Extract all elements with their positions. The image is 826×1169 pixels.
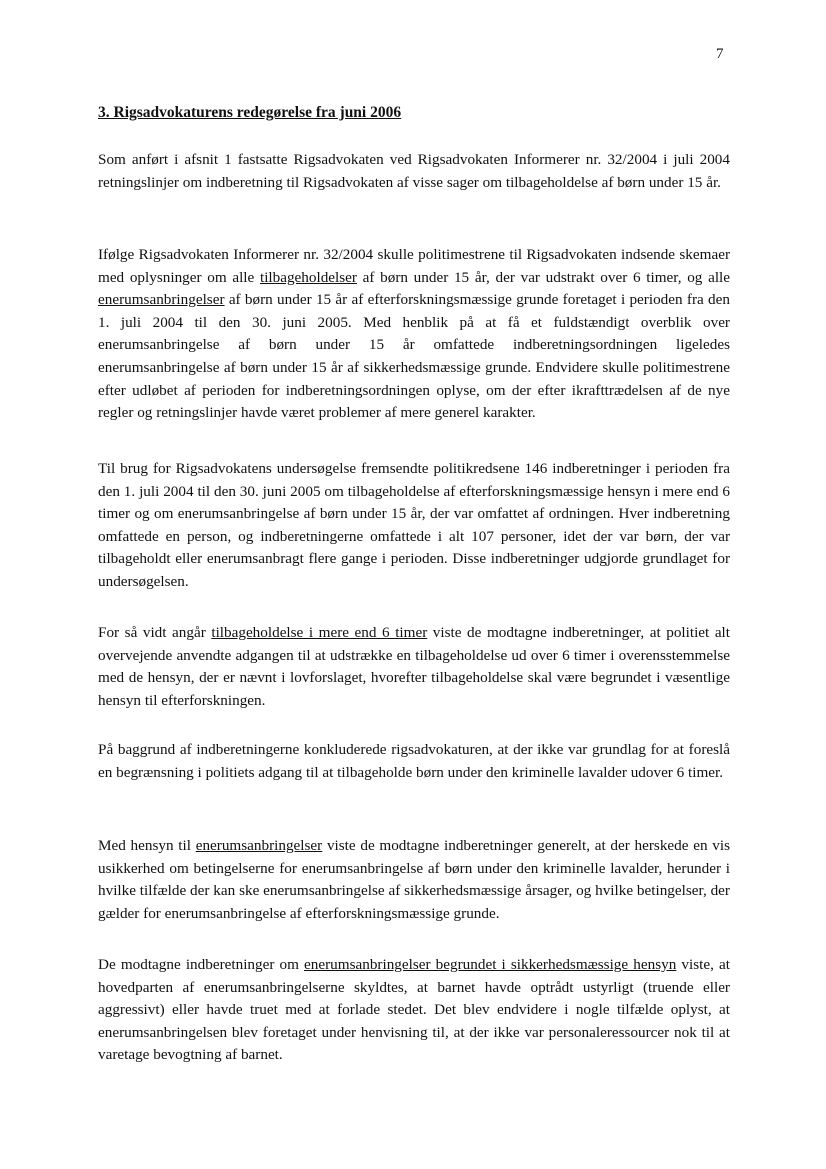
paragraph-5: På baggrund af indberetningerne konkluderede rigsadvokaturen, at der ikke var grundlag for at foreslå en begrænsning i politiets adgang til at tilbageholde børn under den kriminelle lavalder udover 6 timer. bbox=[98, 741, 730, 781]
paragraph-4-text-a: For så vidt angår bbox=[98, 624, 212, 641]
paragraph-6-text-a: Med hensyn til bbox=[98, 837, 196, 854]
paragraph-7-text-b: viste, at hovedparten af enerumsanbringelserne skyldtes, at barnet havde optrådt ustyrligt (truende eller aggressivt) eller havde truet med at forlade stedet. Det blev endvidere i nogle tilfælde oplyst, at enerumsanbringelsen blev foretaget under henvisning til, at der ikke var personaleressourcer nok til at varetage bevogtning af barnet. bbox=[98, 956, 730, 1064]
page-number: 7 bbox=[716, 46, 724, 62]
underlined-enerumsanbringelser: enerumsanbringelser bbox=[98, 291, 225, 309]
underlined-sikkerhedsmaessige-hensyn: enerumsanbringelser begrundet i sikkerhedsmæssige hensyn bbox=[304, 956, 677, 973]
paragraph-7-text-a: De modtagne indberetninger om bbox=[98, 956, 305, 973]
paragraph-6-text-b: viste de modtagne indberetninger generelt, at der herskede en vis usikkerhed om betingelserne for enerumsanbringelse af børn under den kriminelle lavalder, herunder i hvilke tilfælde der kan ske enerumsanbringelse af sikkerhedsmæssige årsager, og hvilke betingelser, der gælder for enerumsanbringelse af efterforskningsmæssige grunde. bbox=[98, 837, 730, 922]
paragraph-2-text-b: af børn under 15 år, der var udstrakt over 6 timer, og alle bbox=[356, 268, 730, 286]
underlined-tilbageholdelser: tilbageholdelser bbox=[259, 268, 357, 286]
paragraph-4 bbox=[98, 622, 730, 712]
paragraph-1: Som anført i afsnit 1 fastsatte Rigsadvokaten ved Rigsadvokaten Informerer nr. 32/2004 i juli 2004 retningslinjer om indberetning til Rigsadvokaten af visse sager om tilbageholdelse af børn under 15 år. bbox=[98, 151, 730, 191]
paragraph-2 bbox=[98, 244, 730, 425]
underlined-enerumsanbringelser-2: enerumsanbringelser bbox=[195, 837, 323, 854]
paragraph-6 bbox=[98, 835, 730, 925]
underlined-tilbageholdelse-6-timer: tilbageholdelse i mere end 6 timer bbox=[211, 624, 428, 641]
paragraph-4-text-b: viste de modtagne indberetninger, at politiet alt overvejende anvendte adgangen til at udstrække en tilbageholdelse ud over 6 timer i overensstemmelse med de hensyn, der er nævnt i lovforslaget, hvorefter tilbageholdelse skal være begrundet i væsentlige hensyn til efterforskningen. bbox=[98, 624, 730, 709]
paragraph-3: Til brug for Rigsadvokatens undersøgelse fremsendte politikredsene 146 indberetninger i perioden fra den 1. juli 2004 til den 30. juni 2005 om tilbageholdelse af efterforskningsmæssige hensyn i mere end 6 timer og om enerumsanbringelse af børn under 15 år, der var omfattet af ordningen. Hver indberetning omfattede en person, og indberetningerne omfattede i alt 107 personer, idet der var børn, der var tilbageholdt eller enerumsanbragt flere gange i perioden. Disse indberetninger udgjorde grundlaget for undersøgelsen. bbox=[98, 460, 730, 590]
section-heading: 3. Rigsadvokaturens redegørelse fra juni 2006 bbox=[98, 104, 402, 121]
paragraph-7 bbox=[98, 954, 730, 1067]
paragraph-2-text-a: Ifølge Rigsadvokaten Informerer nr. 32/2004 skulle politimestrene til Rigsadvokaten indsende skemaer med oplysninger om alle bbox=[98, 246, 730, 286]
paragraph-2-text-c: af børn under 15 år af efterforskningsmæssige grunde foretaget i perioden fra den 1. juli 2004 til den 30. juni 2005. Med henblik på at få et fuldstændigt overblik over enerumsanbringelse af børn under 15 år omfattede indberetningsordningen ligeledes enerumsanbringelse af børn under 15 år af sikkerhedsmæssige grunde. Endvidere skulle politimestrene efter udløbet af perioden for indberetningsordningen oplyse, om der efter ikrafttrædelsen af de nye regler og retningslinjer havde været problemer af mere generel karakter. bbox=[98, 291, 730, 422]
